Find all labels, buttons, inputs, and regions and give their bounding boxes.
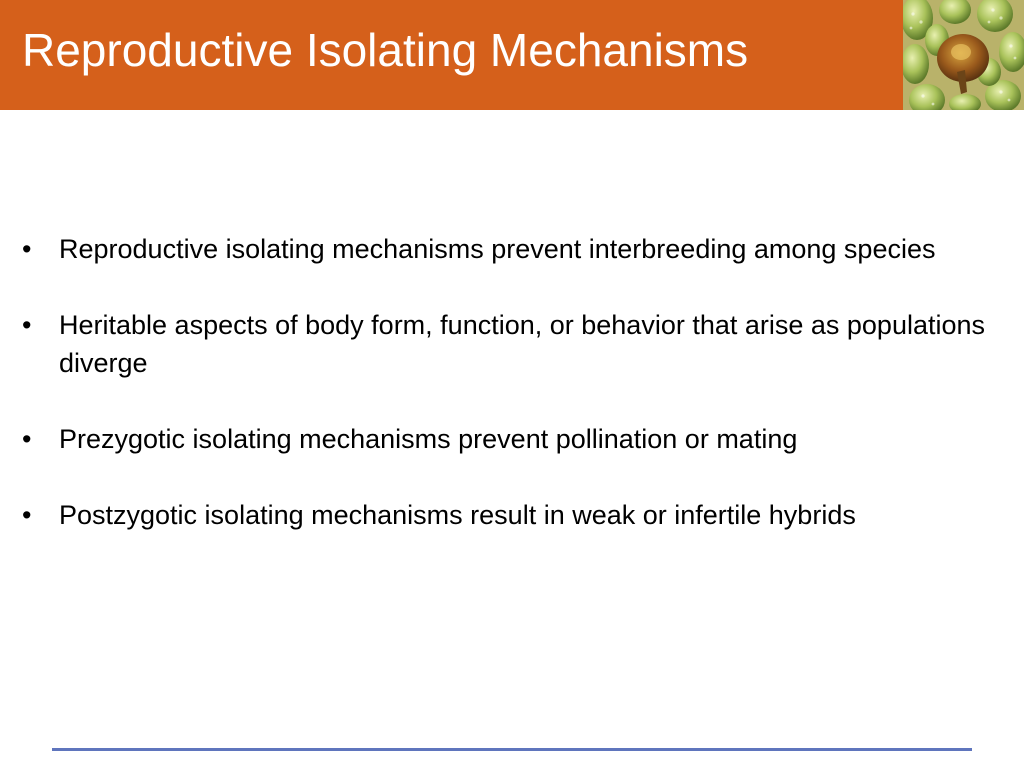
bullet-marker: • bbox=[22, 234, 32, 264]
bullet-item bbox=[22, 230, 1012, 268]
bullet-item bbox=[22, 420, 1012, 458]
bullet-text: Reproductive isolating mechanisms prevent interbreeding among species bbox=[59, 234, 936, 264]
slide-title: Reproductive Isolating Mechanisms bbox=[22, 24, 749, 76]
bullet-item bbox=[22, 306, 1012, 382]
cactus-flower-illustration bbox=[903, 0, 1024, 110]
bullet-list bbox=[22, 230, 1012, 572]
bullet-text: Postzygotic isolating mechanisms result in weak or infertile hybrids bbox=[59, 500, 856, 530]
bullet-marker: • bbox=[22, 424, 32, 454]
footer-divider bbox=[52, 748, 972, 751]
bullet-text: Prezygotic isolating mechanisms prevent pollination or mating bbox=[59, 424, 798, 454]
cactus-flower-photo bbox=[903, 0, 1024, 110]
bullet-marker: • bbox=[22, 500, 32, 530]
bullet-item bbox=[22, 496, 1012, 534]
title-bar bbox=[0, 0, 903, 110]
bullet-text: Heritable aspects of body form, function, or behavior that arise as populations diverge bbox=[59, 310, 986, 378]
bullet-marker: • bbox=[22, 310, 32, 340]
